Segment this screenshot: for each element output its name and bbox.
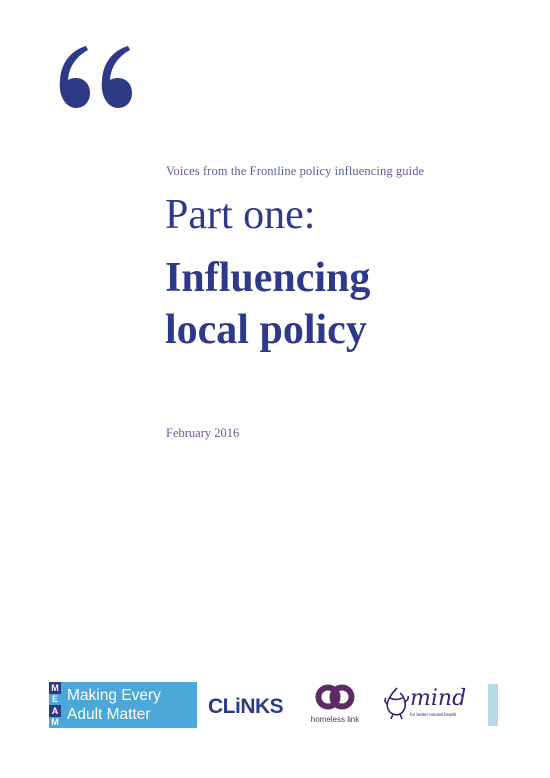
document-subtitle: Voices from the Frontline policy influencing guide — [166, 164, 425, 178]
meam-letter-strip — [49, 682, 61, 728]
meam-wordmark — [61, 682, 197, 728]
mind-tagline: for better mental health — [410, 712, 457, 717]
infinity-rings-icon — [315, 684, 355, 710]
homeless-link-label: homeless link — [310, 715, 360, 724]
quotation-mark-icon — [48, 32, 138, 112]
mind-wordmark: mind — [410, 686, 467, 711]
decorative-bar — [488, 684, 498, 726]
meam-line2: Adult Matter — [67, 706, 151, 723]
homeless-link-logo — [310, 684, 360, 724]
title-line-influencing: Influencing — [165, 255, 371, 301]
partner-logos — [0, 670, 550, 740]
mind-figure-icon — [384, 686, 410, 720]
publication-date: February 2016 — [166, 426, 240, 440]
meam-logo — [49, 682, 197, 728]
title-part-label: Part one: — [165, 192, 316, 238]
mind-logo — [384, 686, 467, 722]
document-title — [165, 252, 370, 356]
meam-letter-m1: M — [49, 682, 61, 694]
meam-line1: Making Every — [67, 687, 161, 704]
meam-letter-e: E — [49, 694, 61, 706]
meam-letter-a: A — [49, 705, 61, 717]
clinks-logo: CLiNKS — [208, 695, 284, 718]
meam-letter-m2: M — [49, 717, 61, 729]
title-line-local-policy: local policy — [165, 307, 367, 353]
